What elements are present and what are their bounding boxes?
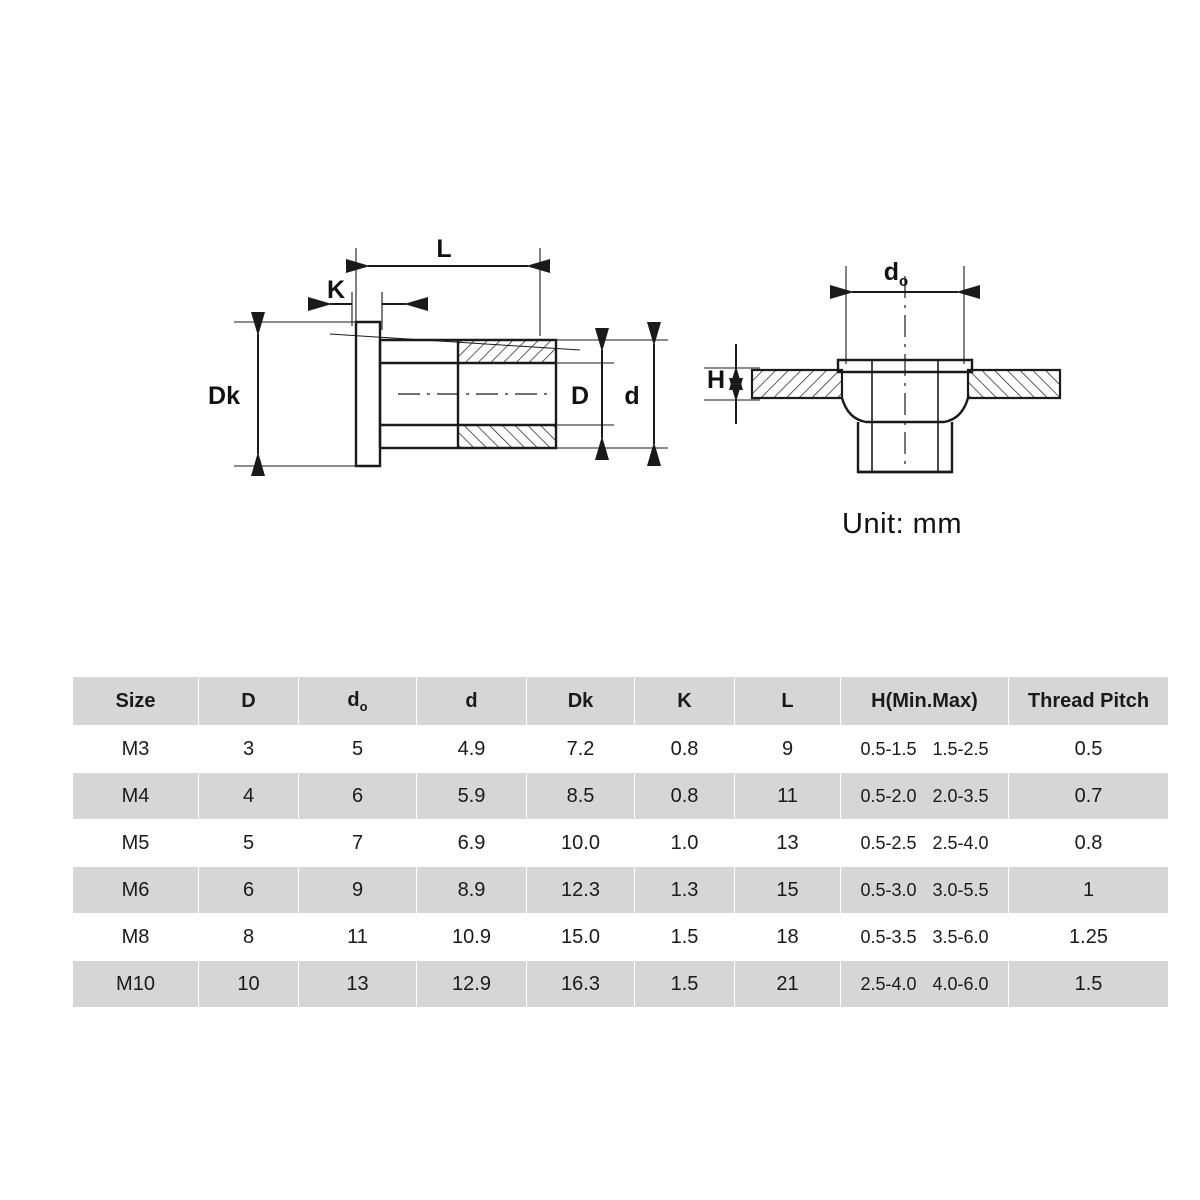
cell-Dk: 15.0 [527,914,635,961]
cell-K: 1.0 [635,820,735,867]
col-header-K: K [635,677,735,726]
cell-do: 7 [299,820,417,867]
cell-H-max: 1.5-2.5 [932,738,989,759]
table-row [73,867,1169,914]
cell-L: 9 [735,726,841,773]
col-header-do-subscript: o [359,698,368,714]
cell-d: 10.9 [417,914,527,961]
cell-thread-pitch: 1.5 [1009,961,1169,1008]
col-header-size: Size [73,677,199,726]
cell-H-min: 0.5-3.0 [860,879,917,900]
cell-Dk: 16.3 [527,961,635,1008]
cell-H [841,914,1009,961]
cell-L: 11 [735,773,841,820]
cell-thread-pitch: 0.7 [1009,773,1169,820]
cell-H-max: 3.5-6.0 [932,926,989,947]
cell-D: 4 [199,773,299,820]
table-row [73,726,1169,773]
cell-H-min: 0.5-3.5 [860,926,917,947]
cell-Dk: 7.2 [527,726,635,773]
cell-size: M6 [73,867,199,914]
col-header-Dk: Dk [527,677,635,726]
label-K: K [326,276,346,304]
cell-K: 1.5 [635,914,735,961]
cell-size: M8 [73,914,199,961]
cell-H-max: 4.0-6.0 [932,973,989,994]
col-header-do-base: d [347,688,360,711]
cell-d: 4.9 [417,726,527,773]
cell-size: M10 [73,961,199,1008]
cell-Dk: 8.5 [527,773,635,820]
col-header-do [299,677,417,726]
cell-d: 6.9 [417,820,527,867]
specification-table [72,676,1169,1008]
cell-H-min: 2.5-4.0 [860,973,917,994]
col-header-L: L [735,677,841,726]
cell-K: 1.5 [635,961,735,1008]
cell-thread-pitch: 1 [1009,867,1169,914]
label-L: L [436,235,452,263]
unit-note: Unit: mm [842,508,962,540]
cell-do: 9 [299,867,417,914]
cell-L: 21 [735,961,841,1008]
cell-K: 1.3 [635,867,735,914]
col-header-D: D [199,677,299,726]
cell-D: 6 [199,867,299,914]
table-row [73,914,1169,961]
cell-Dk: 10.0 [527,820,635,867]
label-Dk: Dk [208,382,240,410]
cell-do: 11 [299,914,417,961]
cell-H [841,820,1009,867]
col-header-thread-pitch: Thread Pitch [1009,677,1169,726]
table-body [73,726,1169,1008]
cell-H-max: 3.0-5.5 [932,879,989,900]
cell-do: 6 [299,773,417,820]
cell-H-max: 2.0-3.5 [932,785,989,806]
table-row [73,961,1169,1008]
cell-H [841,773,1009,820]
cell-H-min: 0.5-1.5 [860,738,917,759]
label-H: H [706,366,726,394]
cell-D: 5 [199,820,299,867]
cell-Dk: 12.3 [527,867,635,914]
label-do: $d_o$ [883,258,909,290]
cell-thread-pitch: 0.5 [1009,726,1169,773]
label-D: D [570,382,590,410]
cell-H [841,867,1009,914]
cell-thread-pitch: 0.8 [1009,820,1169,867]
cell-L: 13 [735,820,841,867]
cell-L: 18 [735,914,841,961]
cell-H [841,961,1009,1008]
table-header [73,677,1169,726]
cell-do: 13 [299,961,417,1008]
cell-size: M3 [73,726,199,773]
cell-K: 0.8 [635,726,735,773]
label-d: d [624,382,640,410]
table-header-row [73,677,1169,726]
table-row [73,773,1169,820]
cell-H-min: 0.5-2.5 [860,832,917,853]
cell-D: 8 [199,914,299,961]
cell-d: 5.9 [417,773,527,820]
cell-H-min: 0.5-2.0 [860,785,917,806]
cell-do: 5 [299,726,417,773]
cell-H-max: 2.5-4.0 [932,832,989,853]
cell-K: 0.8 [635,773,735,820]
cell-d: 8.9 [417,867,527,914]
cell-d: 12.9 [417,961,527,1008]
cell-size: M4 [73,773,199,820]
table-row [73,820,1169,867]
col-header-H: H(Min.Max) [841,677,1009,726]
cell-L: 15 [735,867,841,914]
cell-D: 3 [199,726,299,773]
cell-size: M5 [73,820,199,867]
col-header-d: d [417,677,527,726]
cell-D: 10 [199,961,299,1008]
cell-H [841,726,1009,773]
cell-thread-pitch: 1.25 [1009,914,1169,961]
